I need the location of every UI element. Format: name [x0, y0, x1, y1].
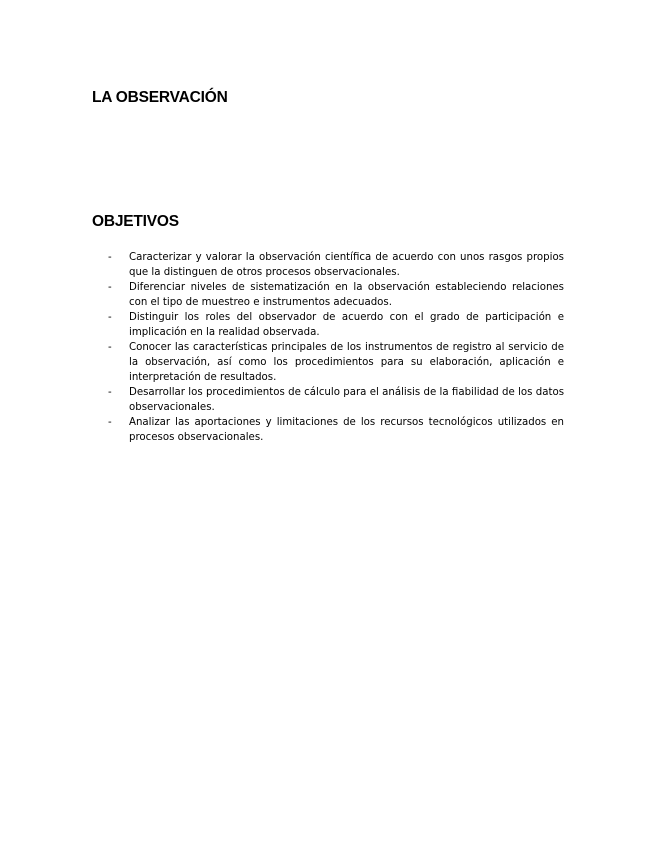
objective-text: Distinguir los roles del observador de acuerdo con el grado de participación e implicación en la realidad observada. — [129, 312, 564, 338]
objective-item — [108, 280, 564, 310]
bullet-dash: - — [108, 252, 112, 263]
objective-item — [108, 310, 564, 340]
objective-text: Conocer las características principales de los instrumentos de registro al servicio de la observación, así como los procedimientos para su elaboración, aplicación e interpretación de resultados. — [129, 342, 564, 383]
objectives-list — [108, 250, 564, 445]
objective-text: Caracterizar y valorar la observación científica de acuerdo con unos rasgos propios que la distinguen de otros procesos observacionales. — [129, 252, 564, 278]
objective-item — [108, 340, 564, 385]
objective-item — [108, 385, 564, 415]
bullet-dash: - — [108, 342, 112, 353]
bullet-dash: - — [108, 387, 112, 398]
objective-text: Analizar las aportaciones y limitaciones de los recursos tecnológicos utilizados en procesos observacionales. — [129, 417, 564, 443]
bullet-dash: - — [108, 417, 112, 428]
objective-text: Desarrollar los procedimientos de cálculo para el análisis de la fiabilidad de los datos observacionales. — [129, 387, 564, 413]
objective-item — [108, 250, 564, 280]
objective-text: Diferenciar niveles de sistematización en la observación estableciendo relaciones con el tipo de muestreo e instrumentos adecuados. — [129, 282, 564, 308]
objectives-heading: OBJETIVOS — [92, 213, 179, 230]
document-title: LA OBSERVACIÓN — [92, 89, 228, 106]
objective-item — [108, 415, 564, 445]
bullet-dash: - — [108, 312, 112, 323]
bullet-dash: - — [108, 282, 112, 293]
